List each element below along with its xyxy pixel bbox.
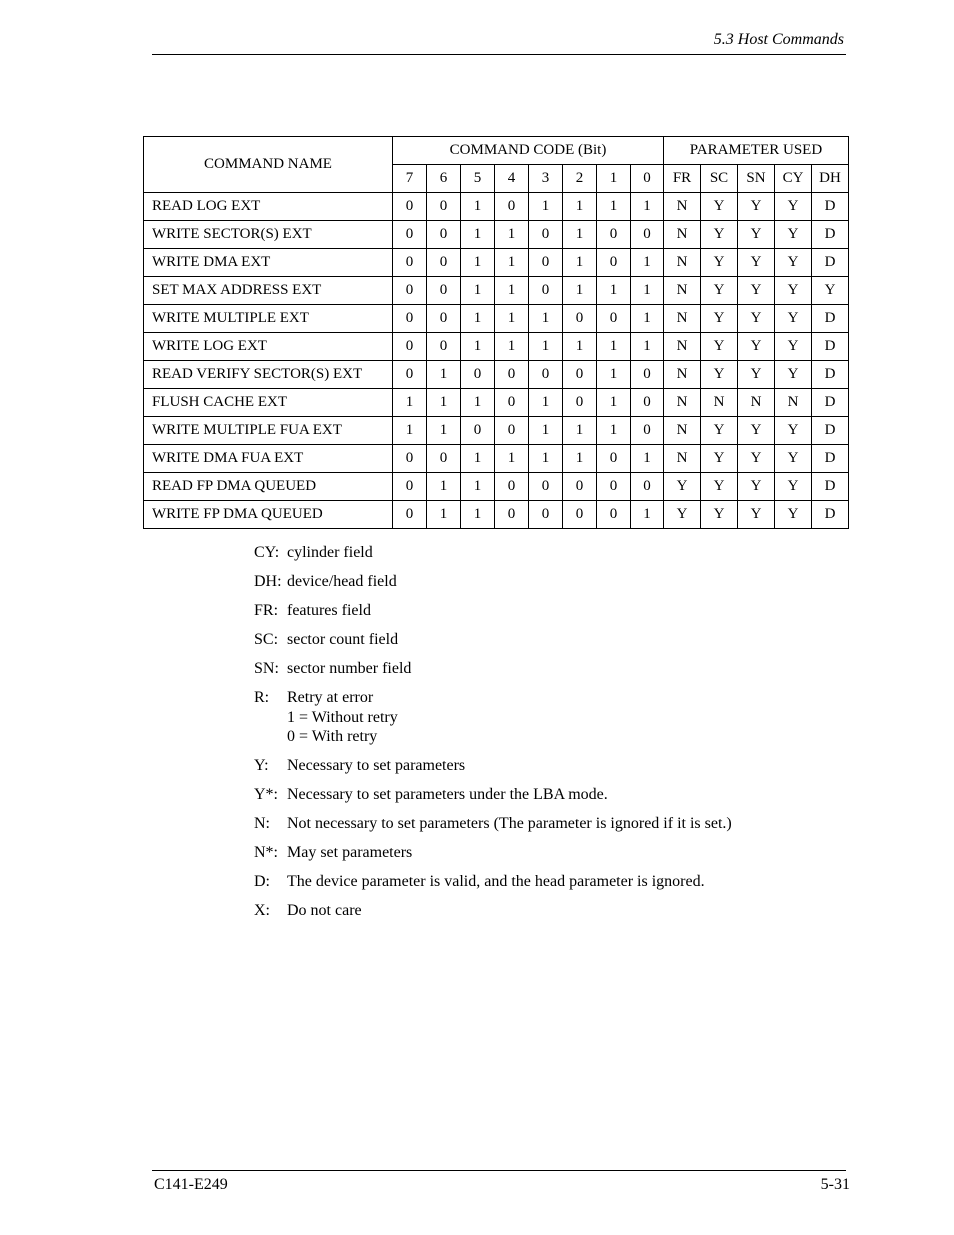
bit-header: 5 [461,165,495,193]
bit-cell: 0 [597,221,631,249]
command-name-cell: FLUSH CACHE EXT [144,389,393,417]
bit-cell: 0 [393,249,427,277]
param-cell: Y [738,473,775,501]
legend-line: features field [287,602,371,619]
bit-cell: 0 [597,249,631,277]
legend-item [254,601,747,621]
bit-cell: 0 [427,333,461,361]
bit-cell: 0 [393,221,427,249]
command-name-cell: READ FP DMA QUEUED [144,473,393,501]
legend-line: Do not care [287,902,362,919]
bit-cell: 0 [529,221,563,249]
table-row [144,389,849,417]
legend-line: device/head field [287,573,397,590]
param-cell: D [812,249,849,277]
bit-cell: 1 [631,277,664,305]
param-cell: N [664,333,701,361]
param-cell: Y [701,277,738,305]
header-parameter-used: PARAMETER USED [664,137,849,165]
bit-cell: 1 [631,501,664,529]
param-cell: Y [775,417,812,445]
bit-cell: 1 [563,417,597,445]
bit-cell: 0 [427,249,461,277]
section-header: 5.3 Host Commands [713,31,844,48]
param-cell: N [664,221,701,249]
param-cell: Y [738,417,775,445]
command-name-cell: WRITE MULTIPLE FUA EXT [144,417,393,445]
bit-cell: 1 [495,305,529,333]
bit-cell: 0 [393,445,427,473]
bit-cell: 0 [631,417,664,445]
param-cell: Y [701,333,738,361]
footer-rule [152,1170,846,1171]
legend-description [287,601,747,621]
param-cell: D [812,361,849,389]
bit-cell: 0 [393,361,427,389]
bit-header: 0 [631,165,664,193]
param-cell: Y [738,277,775,305]
legend-item [254,630,747,650]
bit-cell: 0 [495,501,529,529]
param-cell: N [664,361,701,389]
table-row [144,221,849,249]
table-row [144,501,849,529]
param-cell: Y [701,417,738,445]
legend-item [254,756,747,776]
legend-key: SC: [254,631,279,648]
param-cell: Y [738,501,775,529]
bit-cell: 0 [563,305,597,333]
bit-cell: 0 [393,193,427,221]
bit-cell: 0 [631,361,664,389]
legend-line: cylinder field [287,544,373,561]
bit-cell: 1 [427,473,461,501]
bit-header: 7 [393,165,427,193]
bit-cell: 1 [563,221,597,249]
param-cell: D [812,193,849,221]
legend-line: 1 = Without retry [287,708,398,726]
param-cell: Y [701,473,738,501]
param-cell: N [664,389,701,417]
bit-cell: 1 [631,249,664,277]
legend-description [287,543,747,563]
param-cell: Y [775,361,812,389]
command-name-cell: SET MAX ADDRESS EXT [144,277,393,305]
bit-cell: 0 [393,277,427,305]
param-cell: D [812,333,849,361]
param-cell: D [812,473,849,501]
param-cell: Y [738,361,775,389]
param-cell: Y [701,249,738,277]
legend-description [287,872,747,892]
param-cell: D [812,417,849,445]
table-row [144,473,849,501]
table-row [144,305,849,333]
bit-cell: 1 [631,333,664,361]
doc-id: C141-E249 [154,1176,228,1193]
table-row [144,193,849,221]
legend-line: Not necessary to set parameters (The parameter is ignored if it is set.) [287,815,732,832]
bit-cell: 0 [495,193,529,221]
legend-description [287,814,747,834]
bit-cell: 1 [461,221,495,249]
bit-cell: 1 [563,445,597,473]
param-cell: N [664,193,701,221]
param-cell: Y [775,193,812,221]
bit-header: 2 [563,165,597,193]
bit-cell: 0 [495,389,529,417]
param-cell: Y [775,221,812,249]
param-cell: Y [775,501,812,529]
command-name-cell: WRITE DMA FUA EXT [144,445,393,473]
bit-cell: 0 [563,501,597,529]
legend-description [287,572,747,592]
bit-cell: 0 [529,361,563,389]
bit-cell: 1 [461,249,495,277]
legend-line: Necessary to set parameters under the LBA mode. [287,786,608,803]
bit-cell: 1 [427,389,461,417]
param-cell: D [812,389,849,417]
table-row [144,445,849,473]
legend-item [254,572,747,592]
header-command-name: COMMAND NAME [144,137,393,193]
command-name-cell: READ VERIFY SECTOR(S) EXT [144,361,393,389]
command-name-cell: READ LOG EXT [144,193,393,221]
bit-cell: 1 [597,389,631,417]
bit-cell: 0 [563,361,597,389]
bit-header: 1 [597,165,631,193]
legend-item [254,659,747,679]
bit-cell: 0 [393,473,427,501]
command-name-cell: WRITE FP DMA QUEUED [144,501,393,529]
page-number: 5-31 [820,1176,850,1193]
legend-line: sector count field [287,631,399,648]
bit-cell: 0 [597,501,631,529]
bit-cell: 1 [461,305,495,333]
param-cell: Y [701,221,738,249]
param-cell: Y [701,445,738,473]
legend-item [254,872,747,892]
command-table [143,136,849,529]
legend-line: 0 = With retry [287,728,378,745]
bit-cell: 0 [529,501,563,529]
legend-item [254,543,747,563]
bit-cell: 0 [393,333,427,361]
command-name-cell: WRITE MULTIPLE EXT [144,305,393,333]
param-cell: Y [701,501,738,529]
bit-cell: 0 [563,473,597,501]
bit-cell: 1 [529,389,563,417]
bit-cell: 0 [427,445,461,473]
table-body [144,193,849,529]
command-name-cell: WRITE LOG EXT [144,333,393,361]
bit-cell: 1 [461,389,495,417]
bit-cell: 1 [529,193,563,221]
param-header: SC [701,165,738,193]
param-cell: Y [664,501,701,529]
bit-cell: 1 [631,445,664,473]
bit-cell: 0 [631,389,664,417]
bit-cell: 1 [495,333,529,361]
legend-description [287,785,747,805]
legend-description [287,659,747,679]
bit-cell: 1 [597,333,631,361]
command-name-cell: WRITE DMA EXT [144,249,393,277]
table-row [144,333,849,361]
bit-cell: 1 [597,417,631,445]
legend-key: DH: [254,573,282,590]
param-cell: N [664,305,701,333]
bit-cell: 1 [461,473,495,501]
legend-key: N*: [254,844,278,861]
param-cell: Y [738,249,775,277]
param-cell: N [664,445,701,473]
param-cell: Y [775,333,812,361]
bit-header: 6 [427,165,461,193]
legend-description [287,843,747,863]
bit-cell: 0 [461,361,495,389]
bit-cell: 1 [393,417,427,445]
legend-line: The device parameter is valid, and the head parameter is ignored. [287,873,705,890]
param-header: FR [664,165,701,193]
bit-cell: 1 [529,445,563,473]
param-cell: Y [701,361,738,389]
bit-cell: 1 [597,361,631,389]
bit-cell: 0 [495,473,529,501]
param-cell: N [664,277,701,305]
table-row [144,417,849,445]
param-cell: N [701,389,738,417]
param-header: CY [775,165,812,193]
bit-cell: 0 [495,417,529,445]
param-cell: D [812,221,849,249]
bit-cell: 1 [631,193,664,221]
param-cell: Y [738,333,775,361]
legend-line: Necessary to set parameters [287,757,466,774]
param-cell: Y [701,305,738,333]
param-cell: Y [775,305,812,333]
bit-cell: 0 [427,221,461,249]
bit-cell: 1 [495,249,529,277]
param-cell: N [664,249,701,277]
bit-cell: 1 [495,221,529,249]
legend-line: sector number field [287,660,412,677]
bit-cell: 1 [495,277,529,305]
param-cell: D [812,445,849,473]
legend-description [287,630,747,650]
bit-cell: 0 [597,305,631,333]
legend-description [287,901,747,921]
bit-header: 4 [495,165,529,193]
param-cell: Y [775,445,812,473]
table-row [144,277,849,305]
legend-description [287,688,747,747]
legend-key: D: [254,873,270,890]
param-header: SN [738,165,775,193]
bit-cell: 0 [631,221,664,249]
bit-cell: 1 [529,333,563,361]
bit-cell: 1 [393,389,427,417]
legend-line: May set parameters [287,844,413,861]
legend-item [254,688,747,747]
bit-cell: 0 [427,305,461,333]
legend-key: CY: [254,544,280,561]
param-cell: Y [701,193,738,221]
bit-cell: 1 [631,305,664,333]
legend [254,543,747,930]
bit-cell: 1 [461,277,495,305]
bit-cell: 1 [563,249,597,277]
bit-cell: 1 [529,305,563,333]
bit-cell: 1 [461,501,495,529]
bit-cell: 0 [529,473,563,501]
bit-cell: 1 [461,333,495,361]
legend-item [254,814,747,834]
bit-cell: 1 [563,193,597,221]
legend-line: Retry at error [287,689,374,706]
bit-cell: 0 [393,305,427,333]
bit-cell: 1 [461,445,495,473]
bit-cell: 0 [495,361,529,389]
legend-key: SN: [254,660,279,677]
legend-key: X: [254,902,270,919]
bit-cell: 0 [461,417,495,445]
param-cell: Y [775,473,812,501]
bit-cell: 0 [529,249,563,277]
bit-cell: 1 [563,277,597,305]
bit-cell: 0 [563,389,597,417]
header-command-code: COMMAND CODE (Bit) [393,137,664,165]
param-cell: D [812,501,849,529]
param-cell: N [664,417,701,445]
bit-cell: 0 [529,277,563,305]
param-cell: Y [775,277,812,305]
bit-cell: 1 [427,361,461,389]
bit-cell: 0 [427,277,461,305]
bit-cell: 0 [393,501,427,529]
param-cell: Y [775,249,812,277]
bit-cell: 0 [427,193,461,221]
legend-key: R: [254,689,270,706]
bit-cell: 1 [597,277,631,305]
param-cell: Y [664,473,701,501]
param-cell: Y [738,221,775,249]
bit-cell: 1 [529,417,563,445]
bit-cell: 1 [563,333,597,361]
bit-cell: 1 [427,417,461,445]
legend-key: FR: [254,602,279,619]
legend-item [254,901,747,921]
bit-cell: 1 [495,445,529,473]
bit-cell: 1 [427,501,461,529]
param-header: DH [812,165,849,193]
command-name-cell: WRITE SECTOR(S) EXT [144,221,393,249]
param-cell: Y [812,277,849,305]
param-cell: N [775,389,812,417]
bit-header: 3 [529,165,563,193]
legend-description [287,756,747,776]
header-rule [152,54,846,55]
legend-key: Y: [254,757,269,774]
bit-cell: 1 [597,193,631,221]
param-cell: N [738,389,775,417]
table-row [144,361,849,389]
bit-cell: 0 [597,445,631,473]
param-cell: D [812,305,849,333]
legend-item [254,843,747,863]
param-cell: Y [738,305,775,333]
param-cell: Y [738,193,775,221]
table-row [144,249,849,277]
bit-cell: 0 [631,473,664,501]
legend-item [254,785,747,805]
legend-key: N: [254,815,270,832]
param-cell: Y [738,445,775,473]
bit-cell: 1 [461,193,495,221]
legend-key: Y*: [254,786,278,803]
bit-cell: 0 [597,473,631,501]
